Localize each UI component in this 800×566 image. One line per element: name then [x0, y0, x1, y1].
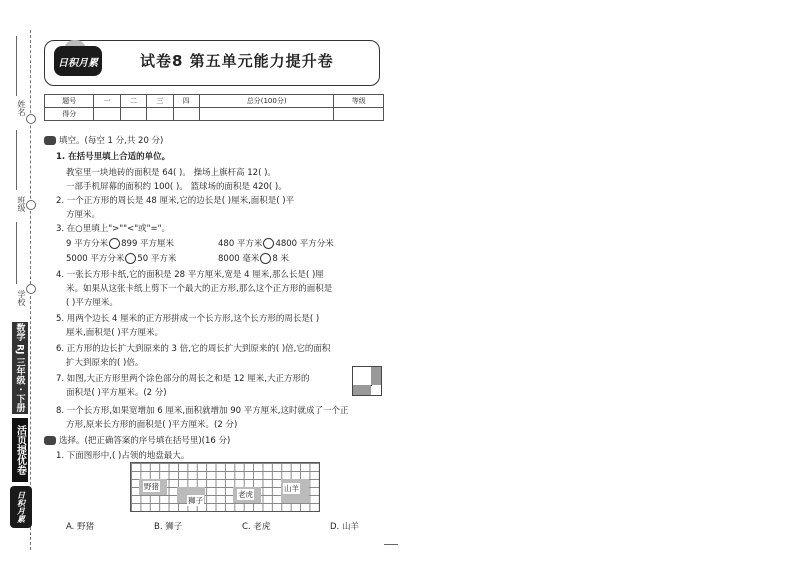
q7-line1: 7. 如图,大正方形里两个涂色部分的周长之和是 12 厘米,大正方形的	[56, 374, 310, 384]
option-b[interactable]: B. 狮子	[154, 522, 183, 532]
grid-label-boar: 野猪	[144, 482, 159, 491]
score-header: 二	[120, 95, 146, 108]
q2-line1: 2. 一个正方形的周长是 48 厘米,它的边长是( )厘米,面积是( )平	[56, 196, 295, 206]
score-cell[interactable]	[199, 108, 334, 121]
q3-compare-3	[66, 252, 176, 264]
section-2-title: 选择。(把正确答案的序号填在括号里)(16 分)	[59, 436, 231, 446]
option-c[interactable]: C. 老虎	[242, 522, 271, 532]
score-row-label: 得分	[45, 108, 94, 121]
q3-compare-1	[66, 237, 174, 249]
school-label: 学校	[17, 290, 26, 306]
score-cell[interactable]	[147, 108, 173, 121]
score-header-row	[45, 95, 384, 108]
score-cell[interactable]	[173, 108, 199, 121]
compare-circle[interactable]	[260, 253, 271, 264]
section-1-heading	[44, 134, 163, 146]
compare-right: 8 米	[272, 254, 289, 264]
q8-line2: 方形,原来长方形的面积是( )平方厘米。(2 分)	[66, 420, 238, 430]
compare-right: 899 平方厘米	[121, 239, 175, 249]
option-a[interactable]: A. 野猪	[66, 522, 95, 532]
figure-white-square	[353, 367, 372, 386]
compare-left: 480 平方米	[218, 239, 263, 249]
school-underline	[16, 222, 17, 284]
figure-shaded-part	[371, 367, 381, 385]
score-header: 题号	[45, 95, 94, 108]
score-row	[45, 108, 384, 121]
binding-hole	[26, 200, 36, 210]
q6-line2: 扩大到原来的( )倍。	[66, 358, 144, 368]
page-title: 试卷8 第五单元能力提升卷	[140, 52, 334, 70]
grid-label-goat: 山羊	[284, 484, 299, 493]
section-1-title: 填空。(每空 1 分,共 20 分)	[59, 136, 164, 146]
q5-line1: 5. 用两个边长 4 厘米的正方形拼成一个长方形,这个长方形的周长是( )	[56, 314, 320, 324]
compare-circle[interactable]	[125, 253, 136, 264]
compare-right: 4800 平方分米	[275, 239, 334, 249]
class-label: 班级	[17, 196, 26, 212]
spine-subject: 数学 RJ 三年级 · 下册	[12, 322, 28, 414]
spine-brand: 活页提优卷	[12, 418, 28, 482]
q8-line1: 8. 一个长方形,如果宽增加 6 厘米,面积就增加 90 平方厘米,这时就成了一个正	[56, 406, 349, 416]
q2-1-stem: 1. 下面图形中,( )占领的地盘最大。	[56, 451, 190, 461]
name-label: 姓名	[17, 100, 26, 116]
section-badge-icon	[44, 136, 56, 145]
figure-shaded-part	[353, 385, 371, 395]
class-underline	[16, 130, 17, 190]
score-cell[interactable]	[334, 108, 384, 121]
compare-left: 8000 毫米	[218, 254, 260, 264]
q7-line2: 面积是( )平方厘米。(2 分)	[66, 388, 167, 398]
q6-line1: 6. 正方形的边长扩大到原来的 3 倍,它的周长扩大到原来的( )倍,它的面积	[56, 344, 331, 354]
brand-logo-small: 日积月累	[10, 486, 32, 528]
binding-strip	[0, 0, 36, 566]
score-header: 三	[147, 95, 173, 108]
q3-compare-4	[218, 252, 289, 264]
name-underline	[16, 36, 17, 96]
score-table	[44, 94, 384, 121]
q1-line1: 教室里一块地砖的面积是 64( )。 操场上旗杆高 12( )。	[66, 168, 276, 178]
section-badge-icon	[44, 436, 56, 445]
grid-label-lion: 狮子	[188, 496, 203, 505]
q1-stem: 1. 在括号里填上合适的单位。	[56, 152, 171, 162]
compare-circle[interactable]	[263, 238, 274, 249]
score-header: 总分(100分)	[199, 95, 334, 108]
binding-hole	[26, 114, 36, 124]
q5-line2: 厘米,面积是( )平方厘米。	[66, 328, 164, 338]
q4-line2: 米。如果从这张卡纸上剪下一个最大的正方形,那么这个正方形的面积是	[66, 284, 333, 294]
q2-line2: 方厘米。	[66, 210, 101, 220]
score-header: 四	[173, 95, 199, 108]
score-cell[interactable]	[94, 108, 120, 121]
binding-hole	[26, 284, 36, 294]
compare-left: 9 平方分米	[66, 239, 109, 249]
compare-circle[interactable]	[109, 238, 120, 249]
grid-label-tiger: 老虎	[238, 490, 253, 499]
q1-line2: 一部手机屏幕的面积约 100( )。 篮球场的面积是 420( )。	[66, 182, 287, 192]
score-header: 一	[94, 95, 120, 108]
page-mark	[384, 544, 398, 545]
option-d[interactable]: D. 山羊	[330, 522, 359, 532]
compare-right: 50 平方米	[137, 254, 177, 264]
q7-square-figure	[352, 366, 382, 396]
q4-line3: ( )平方厘米。	[66, 298, 118, 308]
q3-stem: 3. 在○里填上">""<"或"="。	[56, 224, 171, 234]
q3-compare-2	[218, 237, 334, 249]
brand-logo: 日积月累	[54, 46, 102, 76]
q4-line1: 4. 一张长方形卡纸,它的面积是 28 平方厘米,宽是 4 厘米,那么长是( )厘	[56, 270, 324, 280]
territory-grid	[130, 462, 320, 512]
section-2-heading	[44, 434, 230, 446]
score-cell[interactable]	[120, 108, 146, 121]
compare-left: 5000 平方分米	[66, 254, 125, 264]
score-header: 等级	[334, 95, 384, 108]
